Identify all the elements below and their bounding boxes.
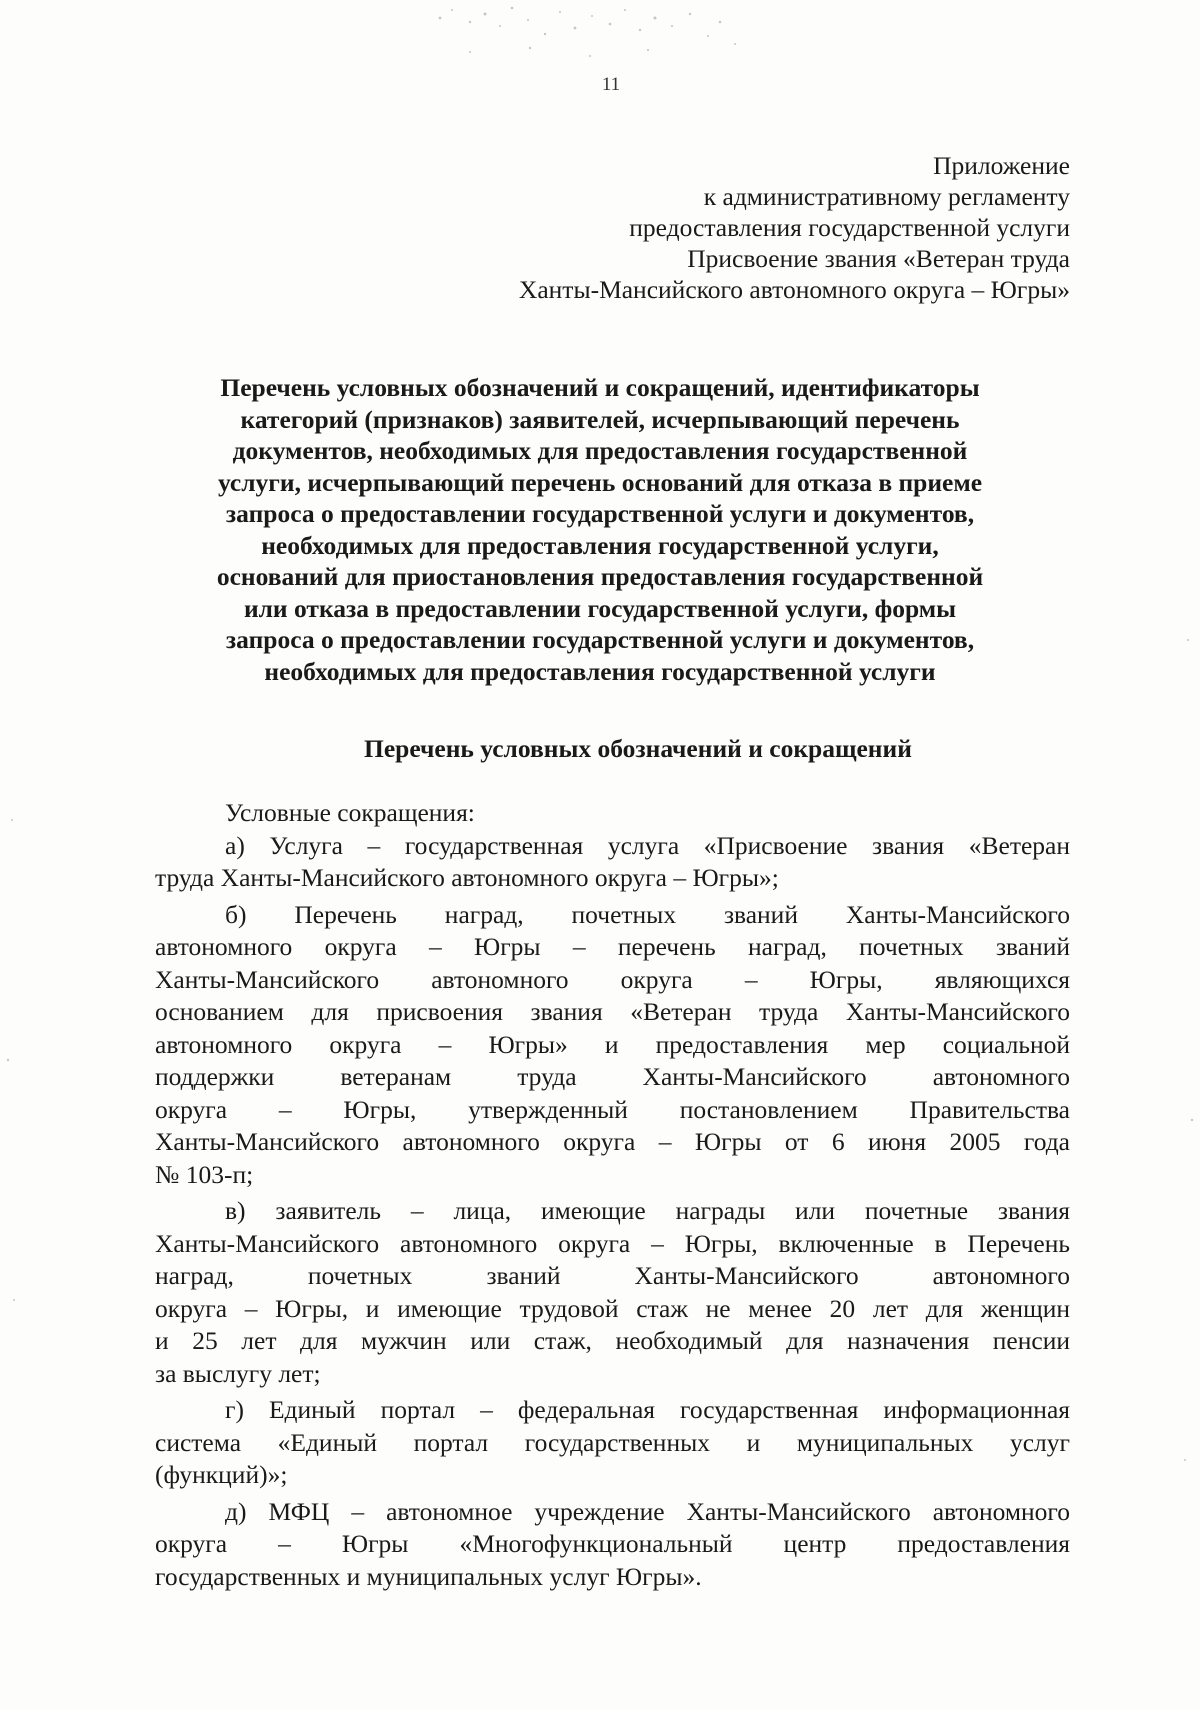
appendix-line: Приложение	[933, 151, 1070, 180]
appendix-line: к административному регламенту	[703, 182, 1070, 211]
item-c-line: округа – Югры, и имеющие трудовой стаж не менее 20 лет для женщин	[155, 1293, 1070, 1323]
title-line: Перечень условных обозначений и сокращений, идентификаторы	[220, 373, 980, 402]
item-b-line: Ханты-Мансийского автономного округа – Югры от 6 июня 2005 года	[155, 1127, 1070, 1156]
item-d-line: г) Единый портал – федеральная государственная информационная	[225, 1395, 1070, 1424]
item-b-line: основанием для присвоения звания «Ветеран труда Ханты-Мансийского	[155, 997, 1070, 1026]
section-title: Перечень условных обозначений и сокращений	[364, 734, 912, 763]
item-d-line: (функций)»;	[155, 1460, 288, 1489]
item-e-line: государственных и муниципальных услуг Югры».	[155, 1561, 702, 1591]
item-b-line: округа – Югры, утвержденный постановлением Правительства	[155, 1094, 1070, 1124]
document-title	[160, 372, 1040, 687]
title-line: документов, необходимых для предоставления государственной	[232, 436, 968, 465]
item-b-line: поддержки ветеранам труда Ханты-Мансийского автономного	[155, 1062, 1070, 1091]
title-line: запроса о предоставлении государственной услуги и документов,	[225, 499, 975, 528]
item-b-line: Ханты-Мансийского автономного округа – Югры, являющихся	[155, 964, 1070, 994]
title-line: необходимых для предоставления государственной услуги,	[261, 530, 939, 560]
title-line: оснований для приостановления предоставления государственной	[216, 562, 984, 591]
appendix-line: предоставления государственной услуги	[629, 213, 1070, 242]
item-e-line: д) МФЦ – автономное учреждение Ханты-Мансийского автономного	[225, 1496, 1070, 1526]
appendix-line: Ханты-Мансийского автономного округа – Югры»	[518, 275, 1070, 304]
item-c-line: наград, почетных званий Ханты-Мансийского автономного	[155, 1261, 1070, 1290]
appendix-line: Присвоение звания «Ветеран труда	[687, 244, 1070, 273]
abbreviations-heading: Условные сокращения:	[225, 798, 475, 827]
item-b-line: автономного округа – Югры – перечень наград, почетных званий	[155, 932, 1070, 961]
item-c-line: и 25 лет для мужчин или стаж, необходимый для назначения пенсии	[155, 1326, 1070, 1355]
title-line: услуги, исчерпывающий перечень оснований для отказа в приеме	[217, 467, 983, 497]
item-a-line: а) Услуга – государственная услуга «Присвоение звания «Ветеран	[225, 830, 1070, 860]
item-b-line: № 103-п;	[155, 1159, 254, 1189]
item-c-line: в) заявитель – лица, имеющие награды или почетные звания	[225, 1196, 1070, 1225]
item-d-line: система «Единый портал государственных и муниципальных услуг	[155, 1427, 1070, 1457]
item-c-line: за выслугу лет;	[155, 1358, 321, 1388]
page-number: 11	[601, 74, 621, 95]
abbreviations-body	[155, 797, 1070, 1593]
item-a-line: труда Ханты-Мансийского автономного округа – Югры»;	[155, 863, 779, 892]
item-e-line: округа – Югры «Многофункциональный центр предоставления	[155, 1529, 1070, 1558]
title-line: или отказа в предоставлении государственной услуги, формы	[243, 593, 957, 623]
title-line: необходимых для предоставления государственной услуги	[264, 656, 936, 686]
appendix-header	[270, 150, 1070, 305]
title-line: запроса о предоставлении государственной услуги и документов,	[225, 625, 975, 654]
title-line: категорий (признаков) заявителей, исчерпывающий перечень	[240, 404, 960, 434]
item-b-line: б) Перечень наград, почетных званий Ханты-Мансийского	[225, 899, 1070, 929]
item-b-line: автономного округа – Югры» и предоставления мер социальной	[155, 1029, 1070, 1059]
item-c-line: Ханты-Мансийского автономного округа – Югры, включенные в Перечень	[155, 1228, 1070, 1258]
